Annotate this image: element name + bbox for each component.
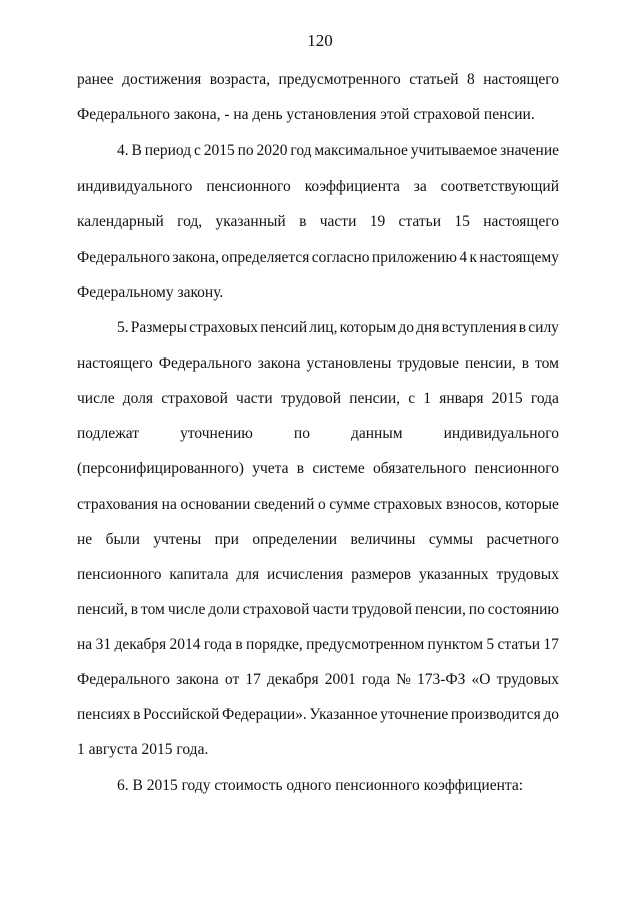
- word: достижения: [122, 71, 202, 88]
- word: до: [398, 319, 414, 336]
- word: учитываемое: [410, 142, 498, 159]
- word: Российской: [143, 706, 220, 723]
- word: «О: [471, 671, 491, 688]
- word: определяется: [221, 249, 310, 266]
- word: индивидуального: [77, 178, 193, 195]
- word: согласно: [311, 249, 370, 266]
- word: 4: [459, 249, 468, 266]
- word: до: [543, 706, 559, 723]
- word: закона: [176, 671, 219, 688]
- word: были: [105, 531, 140, 548]
- word: трудовые: [397, 355, 459, 372]
- word: 31: [95, 636, 112, 653]
- word: установлены: [306, 355, 392, 372]
- word: взносов,: [445, 496, 502, 513]
- text-line: [77, 705, 559, 725]
- word: в: [235, 636, 243, 653]
- word: по: [293, 425, 310, 442]
- text-line: [77, 70, 559, 90]
- word: исчисления: [267, 566, 344, 583]
- word: значение: [500, 142, 559, 159]
- word: Федерального: [77, 671, 171, 688]
- paragraph-first-line: [117, 318, 559, 338]
- word: пенсионного: [474, 460, 559, 477]
- word: порядке,: [246, 636, 303, 653]
- word: трудовых: [496, 671, 559, 688]
- word: данным: [350, 425, 403, 442]
- text-line: [77, 424, 559, 444]
- word: не: [77, 531, 93, 548]
- word: №: [396, 671, 411, 688]
- word: настоящему: [479, 249, 559, 266]
- word: статьей: [409, 71, 459, 88]
- word: на: [77, 636, 93, 653]
- word: декабря: [114, 636, 167, 653]
- text-line: [77, 600, 559, 620]
- text-line: [77, 354, 559, 374]
- word: 19: [369, 213, 386, 230]
- word: размеров: [351, 566, 412, 583]
- text-line: Федеральному закону.: [77, 284, 224, 301]
- word: учтены: [153, 531, 202, 548]
- word: дня: [416, 319, 440, 336]
- text-line: [77, 530, 559, 550]
- word: Указанное: [309, 706, 378, 723]
- word: страховой: [242, 601, 310, 618]
- word: 2014: [169, 636, 201, 653]
- word: период: [144, 142, 192, 159]
- word: учета: [252, 460, 289, 477]
- word: доля: [122, 390, 154, 407]
- word: пенсионного: [206, 178, 291, 195]
- word: состоянию: [487, 601, 559, 618]
- word: пенсионного: [77, 566, 162, 583]
- word: от: [224, 671, 240, 688]
- word: в: [130, 601, 139, 618]
- word: 173-ФЗ: [416, 671, 466, 688]
- word: предусмотренного: [278, 71, 401, 88]
- word: по: [237, 142, 254, 159]
- word: 1: [423, 390, 432, 407]
- word: максимальное: [314, 142, 408, 159]
- word: календарный: [77, 213, 164, 230]
- word: за: [413, 178, 427, 195]
- word: 5: [486, 636, 495, 653]
- word: обязательного: [373, 460, 467, 477]
- word: о: [317, 496, 326, 513]
- word: настоящего: [483, 71, 559, 88]
- word: года: [203, 636, 232, 653]
- word: год,: [177, 213, 203, 230]
- word: указанный: [215, 213, 286, 230]
- word: расчетного: [486, 531, 559, 548]
- word: пенсиях: [77, 706, 131, 723]
- word: 17: [543, 636, 559, 653]
- word: 15: [454, 213, 470, 230]
- word: числе: [167, 601, 206, 618]
- word: в: [296, 460, 305, 477]
- word: пенсий,: [77, 601, 128, 618]
- word: января: [439, 390, 484, 407]
- word: части: [236, 390, 273, 407]
- text-line: 1 августа 2015 года.: [77, 741, 209, 758]
- word: для: [236, 566, 260, 583]
- text-line: [77, 248, 559, 268]
- word: 4.: [117, 142, 129, 159]
- text-line: [77, 459, 559, 479]
- word: доли: [208, 601, 240, 618]
- word: в: [299, 213, 307, 230]
- word: 2020: [256, 142, 288, 159]
- word: года: [361, 671, 390, 688]
- word: с: [193, 142, 201, 159]
- word: том: [535, 355, 559, 372]
- word: 17: [245, 671, 261, 688]
- word: производится: [450, 706, 541, 723]
- word: силу: [528, 319, 559, 336]
- word: капитала: [169, 566, 229, 583]
- word: трудовой: [280, 390, 342, 407]
- word: трудовой: [351, 601, 413, 618]
- word: суммы: [428, 531, 474, 548]
- text-line: [77, 670, 559, 690]
- word: предусмотренном: [306, 636, 425, 653]
- word: настоящего: [483, 213, 559, 230]
- word: соответствующий: [440, 178, 559, 195]
- word: основании: [180, 496, 251, 513]
- word: трудовых: [496, 566, 559, 583]
- word: возраста,: [209, 71, 271, 88]
- word: величины: [350, 531, 416, 548]
- text-line: Федерального закона, - на день установления этой страховой пенсии.: [77, 106, 535, 123]
- word: при: [214, 531, 239, 548]
- word: 2015: [491, 390, 523, 407]
- word: в: [518, 319, 527, 336]
- text-line: [77, 177, 559, 197]
- word: лиц,: [309, 319, 338, 336]
- text-line: [77, 389, 559, 409]
- word: настоящего: [77, 355, 153, 372]
- word: пунктом: [427, 636, 484, 653]
- text-line: [77, 212, 559, 232]
- word: статьи: [497, 636, 541, 653]
- word: коэффициента: [304, 178, 400, 195]
- paragraph-first-line: 6. В 2015 году стоимость одного пенсионного коэффициента:: [117, 777, 524, 794]
- word: (персонифицированного): [77, 460, 244, 477]
- word: В: [131, 142, 142, 159]
- word: том: [141, 601, 165, 618]
- word: Размеры: [130, 319, 188, 336]
- word: Федерального: [158, 355, 252, 372]
- word: сумме: [329, 496, 370, 513]
- word: ранее: [77, 71, 114, 88]
- text-line: [77, 635, 559, 655]
- word: закона: [257, 355, 301, 372]
- word: 2015: [203, 142, 235, 159]
- word: подлежат: [77, 425, 140, 442]
- word: системе: [312, 460, 365, 477]
- word: год: [290, 142, 312, 159]
- word: страховых: [373, 496, 443, 513]
- word: 5.: [117, 319, 129, 336]
- word: сведений: [253, 496, 315, 513]
- word: которые: [505, 496, 559, 513]
- word: пенсии,: [415, 601, 466, 618]
- word: страховой: [161, 390, 228, 407]
- word: страхования: [77, 496, 159, 513]
- word: страховых: [189, 319, 259, 336]
- word: указанных: [418, 566, 489, 583]
- word: закона,: [172, 249, 219, 266]
- word: числе: [77, 390, 115, 407]
- word: пенсии,: [464, 355, 516, 372]
- word: пенсий: [260, 319, 308, 336]
- word: к: [469, 249, 477, 266]
- word: на: [161, 496, 177, 513]
- word: по: [468, 601, 485, 618]
- word: уточнение: [380, 706, 449, 723]
- word: 8: [467, 71, 475, 88]
- text-line: [77, 495, 559, 515]
- word: вступления: [441, 319, 517, 336]
- word: индивидуального: [443, 425, 559, 442]
- page-number: 120: [307, 31, 333, 50]
- word: года: [530, 390, 559, 407]
- word: Федерации».: [221, 706, 307, 723]
- word: статьи: [398, 213, 442, 230]
- word: пенсии,: [349, 390, 401, 407]
- text-line: [77, 565, 559, 585]
- word: определении: [252, 531, 338, 548]
- word: в: [521, 355, 530, 372]
- word: которым: [339, 319, 397, 336]
- word: уточнению: [180, 425, 253, 442]
- word: в: [133, 706, 141, 723]
- word: с: [408, 390, 416, 407]
- word: декабря: [266, 671, 319, 688]
- paragraph-first-line: [117, 141, 559, 161]
- word: части: [312, 601, 349, 618]
- word: Федерального: [77, 249, 171, 266]
- word: приложению: [371, 249, 457, 266]
- word: 2001: [324, 671, 356, 688]
- word: части: [319, 213, 357, 230]
